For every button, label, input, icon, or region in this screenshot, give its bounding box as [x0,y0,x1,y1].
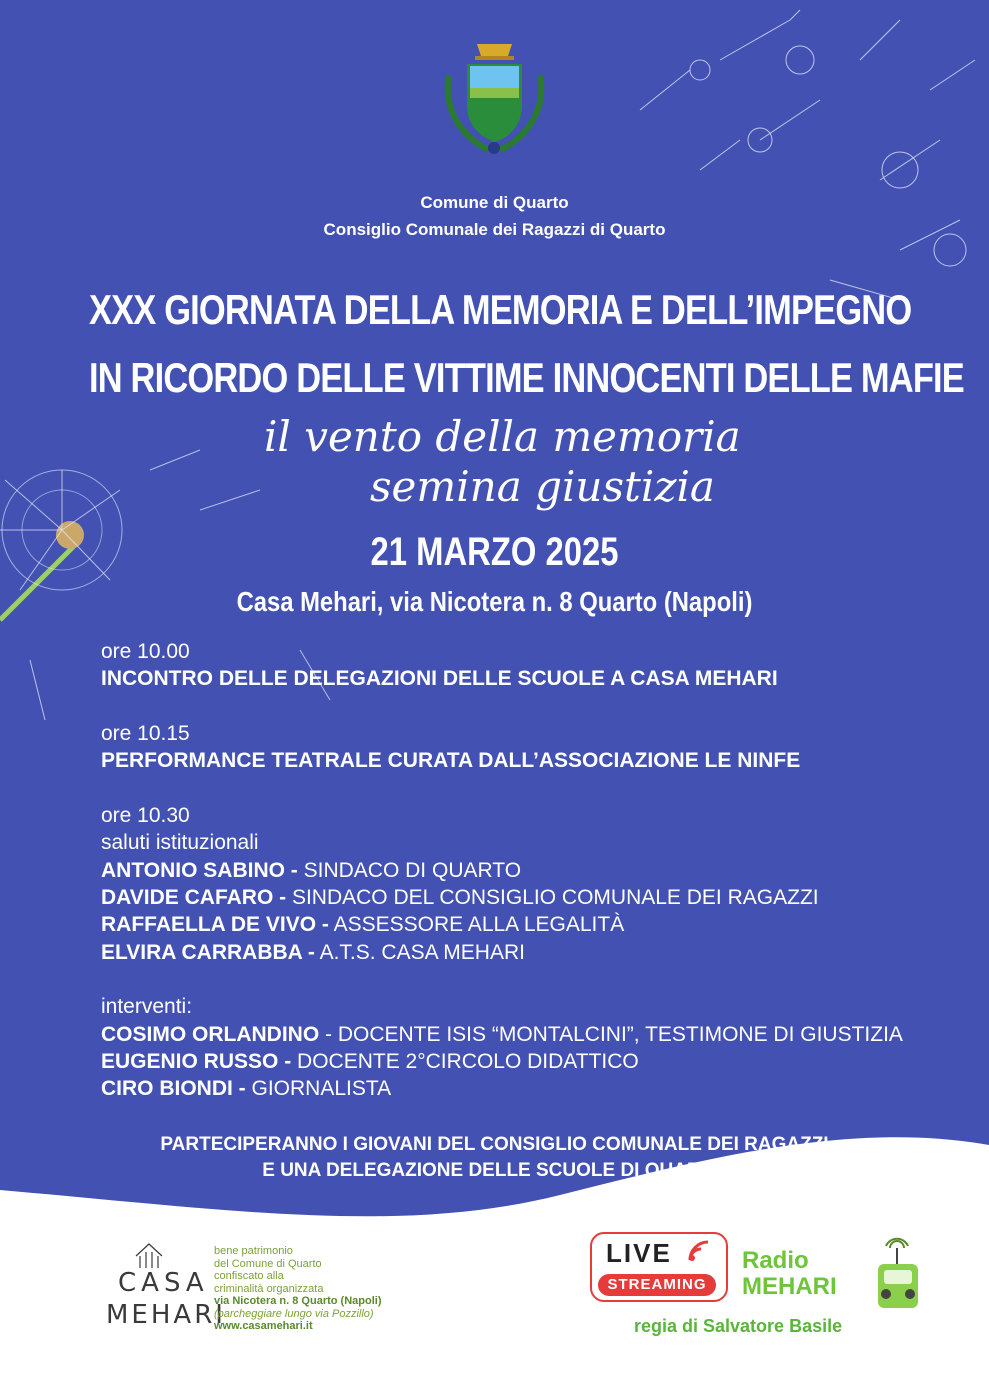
greeting-role: A.T.S. CASA MEHARI [314,941,525,964]
closing-line-1: PARTECIPERANNO I GIOVANI DEL CONSIGLIO COMUNALE DEI RAGAZZI [160,1134,829,1155]
speaker-role: GIORNALISTA [245,1077,392,1100]
casa-info-line: del Comune di Quarto [214,1257,322,1270]
speaker-name: EUGENIO RUSSO - [101,1050,292,1073]
greetings-label: saluti istituzionali [101,831,259,854]
casa-address: via Nicotera n. 8 Quarto (Napoli) [214,1295,382,1307]
speaker-role: DOCENTE 2°CIRCOLO DIDATTICO [291,1050,639,1073]
speaker-row [101,1077,391,1101]
motto-line-1: il vento della memoria [264,412,741,461]
motto-line-2: semina giustizia [370,462,715,511]
streaming-label: STREAMING [598,1274,716,1296]
speaker-role: - DOCENTE ISIS “MONTALCINI”, TESTIMONE DI GIUSTIZIA [319,1023,903,1046]
greeting-name: RAFFAELLA DE VIVO - [101,913,329,936]
event-place: Casa Mehari, via Nicotera n. 8 Quarto (Napoli) [236,586,753,617]
greeting-role: SINDACO DI QUARTO [297,859,522,882]
greeting-role: ASSESSORE ALLA LEGALITÀ [328,913,625,936]
live-streaming-badge [590,1232,728,1302]
live-label: LIVE [606,1238,672,1268]
header-line-2: Consiglio Comunale dei Ragazzi di Quarto [323,220,666,239]
title-line-2: IN RICORDO DELLE VITTIME INNOCENTI DELLE MAFIE [89,354,964,401]
broadcast-icon [686,1238,716,1264]
slot1-desc-text: INCONTRO DELLE DELEGAZIONI DELLE SCUOLE A CASA MEHARI [101,667,778,690]
speaker-row [101,1050,639,1074]
regia-credit: regia di Salvatore Basile [634,1316,843,1336]
event-date: 21 MARZO 2025 [370,530,619,574]
slot2-time: ore 10.15 [101,722,190,745]
casa-logo-line-2: MEHARI [106,1300,226,1330]
title-line-1: XXX GIORNATA DELLA MEMORIA E DELL’IMPEGNO [89,286,912,333]
greeting-row [101,886,819,910]
slot3-time: ore 10.30 [101,804,190,827]
casa-mehari-info [214,1245,381,1333]
greeting-name: ANTONIO SABINO - [101,859,298,882]
greeting-name: DAVIDE CAFARO - [101,886,287,909]
greeting-role: SINDACO DEL CONSIGLIO COMUNALE DEI RAGAZZI [286,886,819,909]
slot2-desc-text: PERFORMANCE TEATRALE CURATA DALL’ASSOCIAZIONE LE NINFE [101,749,801,772]
greeting-row [101,859,521,883]
casa-parking: (parcheggiare lungo via Pozzillo) [214,1307,374,1320]
header-line-1: Comune di Quarto [420,193,569,212]
comune-crest-icon [437,36,552,164]
speaker-name: CIRO BIONDI - [101,1077,246,1100]
speaker-row [101,1023,903,1047]
radio-line-1: Radio [742,1247,809,1274]
speaker-name: COSIMO ORLANDINO [101,1023,320,1046]
casa-logo-line-1: CASA [118,1268,209,1298]
greeting-row [101,913,624,937]
greeting-row [101,941,525,965]
radio-mehari-label [742,1248,837,1300]
casa-mehari-logo [104,1238,226,1338]
slot1-desc [101,667,778,691]
closing-line-2: E UNA DELEGAZIONE DELLE SCUOLE DI QUARTO [262,1160,727,1181]
casa-info-line: confiscato alla [214,1270,284,1282]
greeting-name: ELVIRA CARRABBA - [101,941,315,964]
casa-info-line: criminalità organizzata [214,1282,324,1295]
casa-info-line: bene patrimonio [214,1245,293,1257]
casa-website[interactable]: www.casamehari.it [214,1320,313,1332]
slot2-desc [101,749,800,773]
speakers-label: interventi: [101,995,193,1018]
radio-car-icon [872,1234,922,1314]
slot1-time: ore 10.00 [101,640,190,663]
radio-line-2: MEHARI [742,1273,837,1300]
